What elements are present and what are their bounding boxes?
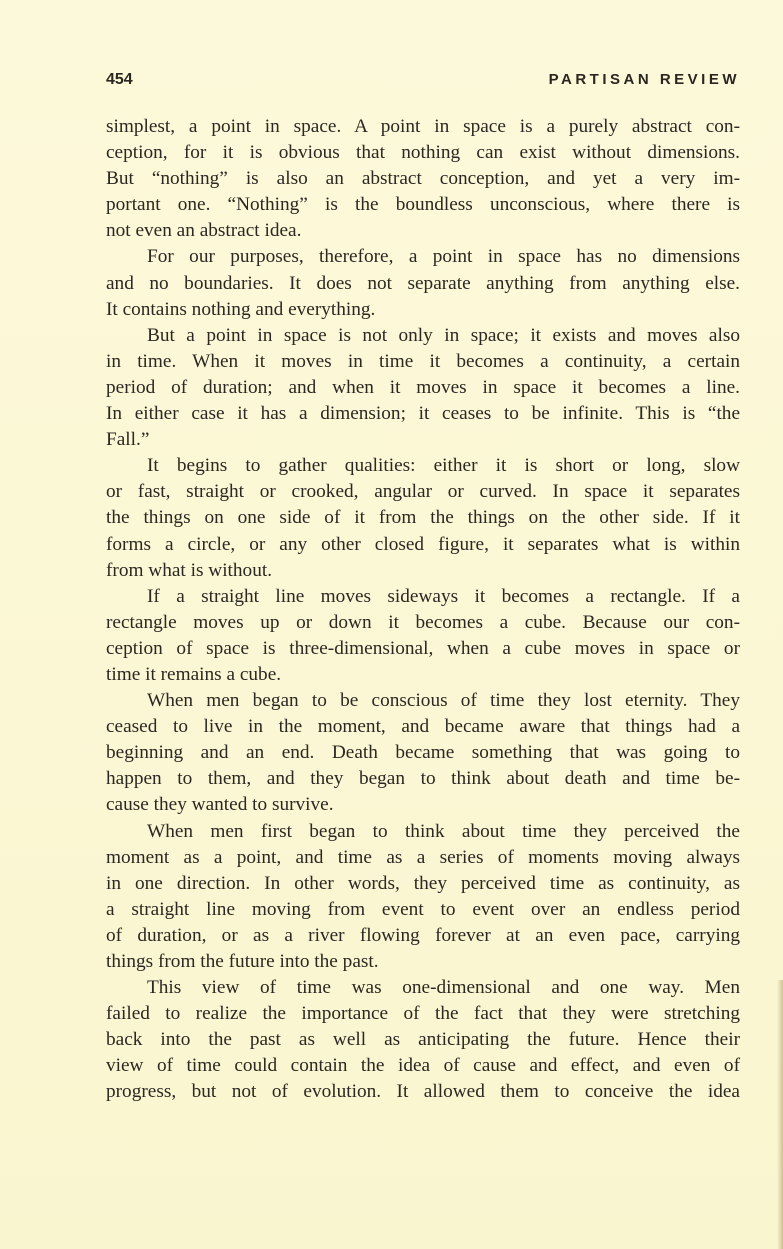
text-line: from what is without.	[106, 559, 273, 581]
text-line: beginning and an end. Death became something that was going to	[106, 742, 740, 764]
text-line: For our purposes, therefore, a point in space has no dimensions	[147, 246, 740, 268]
text-line: time it remains a cube.	[106, 663, 282, 685]
text-line: and no boundaries. It does not separate anything from anything else.	[106, 272, 740, 294]
text-line: When men first began to think about time they perceived the	[147, 820, 740, 842]
page-number: 454	[106, 71, 133, 88]
text-line: rectangle moves up or down it becomes a cube. Because our con-	[106, 611, 740, 633]
text-line: of duration, or as a river flowing forever at an even pace, carrying	[106, 924, 740, 946]
text-line: a straight line moving from event to event over an endless period	[106, 898, 740, 920]
text-line: period of duration; and when it moves in space it becomes a line.	[106, 376, 740, 398]
text-line: progress, but not of evolution. It allowed them to conceive the idea	[106, 1081, 740, 1103]
text-line: ception, for it is obvious that nothing can exist without dimensions.	[106, 142, 740, 164]
text-line: forms a circle, or any other closed figure, it separates what is within	[106, 533, 740, 555]
body-text	[106, 114, 740, 1106]
text-line: It contains nothing and everything.	[106, 298, 376, 320]
text-line: back into the past as well as anticipating the future. Hence their	[106, 1029, 740, 1051]
running-head: PARTISAN REVIEW	[548, 71, 740, 88]
text-line: in one direction. In other words, they perceived time as continuity, as	[106, 872, 740, 894]
text-line: the things on one side of it from the things on the other side. If it	[106, 507, 740, 529]
text-line: view of time could contain the idea of cause and effect, and even of	[106, 1055, 740, 1077]
text-line: in time. When it moves in time it becomes a continuity, a certain	[106, 350, 740, 372]
page-header	[106, 71, 740, 95]
page-edge-shadow	[777, 980, 783, 1249]
text-line: things from the future into the past.	[106, 951, 379, 972]
text-line: or fast, straight or crooked, angular or curved. In space it separates	[106, 481, 740, 503]
text-line: cause they wanted to survive.	[106, 794, 334, 816]
text-line: happen to them, and they began to think about death and time be-	[106, 768, 740, 790]
text-line: not even an abstract idea.	[106, 220, 302, 242]
text-line: But a point in space is not only in space; it exists and moves also	[147, 324, 740, 346]
text-line: But “nothing” is also an abstract conception, and yet a very im-	[106, 168, 740, 190]
text-line: In either case it has a dimension; it ceases to be infinite. This is “the	[106, 403, 740, 425]
text-line: portant one. “Nothing” is the boundless unconscious, where there is	[106, 194, 740, 216]
text-line: simplest, a point in space. A point in space is a purely abstract con-	[106, 116, 740, 137]
text-line: When men began to be conscious of time they lost eternity. They	[147, 690, 740, 712]
text-line: ception of space is three-dimensional, when a cube moves in space or	[106, 637, 740, 659]
text-line: failed to realize the importance of the fact that they were stretching	[106, 1003, 740, 1025]
text-line: This view of time was one-dimensional and one way. Men	[147, 977, 740, 999]
text-line: If a straight line moves sideways it becomes a rectangle. If a	[147, 585, 740, 607]
text-line: ceased to live in the moment, and became aware that things had a	[106, 716, 740, 738]
text-line: Fall.”	[106, 429, 150, 451]
text-line: moment as a point, and time as a series of moments moving always	[106, 846, 740, 868]
text-line: It begins to gather qualities: either it is short or long, slow	[147, 455, 740, 477]
